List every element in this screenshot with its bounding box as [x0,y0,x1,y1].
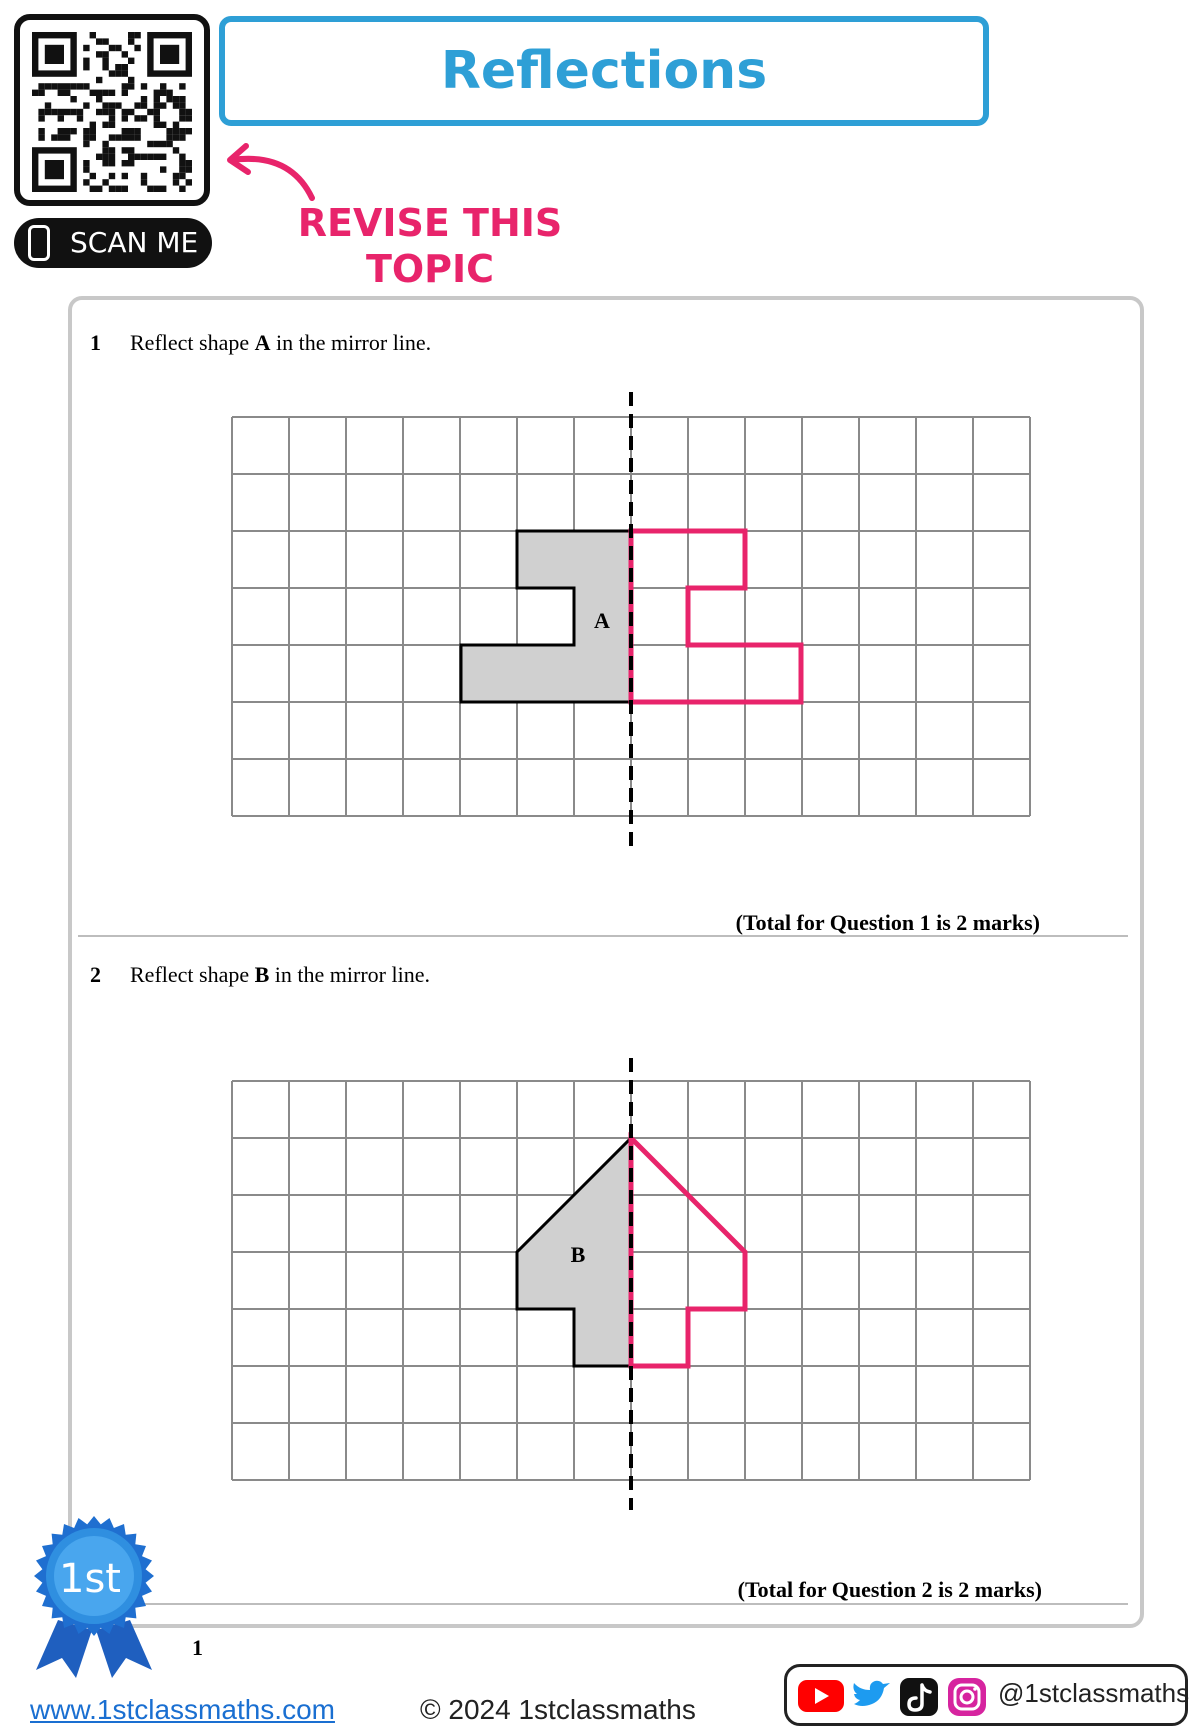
question-2-number: 2 [90,962,101,987]
social-icons [796,1674,992,1718]
scan-me-label: SCAN ME [70,226,199,259]
page-title: Reflections [440,41,768,101]
question-1-total: (Total for Question 1 is 2 marks) [735,910,1040,935]
shape-a-label: A [594,608,610,633]
question-divider [78,935,1128,937]
medal-text: 1st [59,1556,121,1602]
question-1-shape-letter: A [254,330,271,355]
question-1-text-before: Reflect shape [130,330,255,355]
revise-line-2: TOPIC [365,247,495,291]
question-2-shape-letter: B [254,962,270,987]
question-2-text-before: Reflect shape [130,962,255,987]
tiktok-icon[interactable] [900,1678,938,1716]
question-2-text [90,962,430,988]
page-number: 1 [192,1635,203,1660]
question-2-text-after: in the mirror line. [269,962,430,987]
question-1-number: 1 [90,330,101,355]
first-class-medal-logo [28,1510,160,1680]
question-1-text-after: in the mirror line. [270,330,432,355]
question-divider-bottom [78,1603,1128,1605]
website-link[interactable]: www.1stclassmaths.com [30,1694,335,1725]
shape-a-reflection [631,531,801,702]
question-2-total: (Total for Question 2 is 2 marks) [737,1577,1042,1602]
instagram-icon[interactable] [948,1678,986,1716]
revise-line-1: REVISE THIS [297,201,563,245]
copyright-text: © 2024 1stclassmaths [420,1694,696,1725]
shape-b-label: B [570,1242,586,1267]
twitter-icon[interactable] [853,1681,890,1706]
social-handle: @1stclassmaths [998,1678,1190,1708]
youtube-icon[interactable] [798,1680,844,1712]
